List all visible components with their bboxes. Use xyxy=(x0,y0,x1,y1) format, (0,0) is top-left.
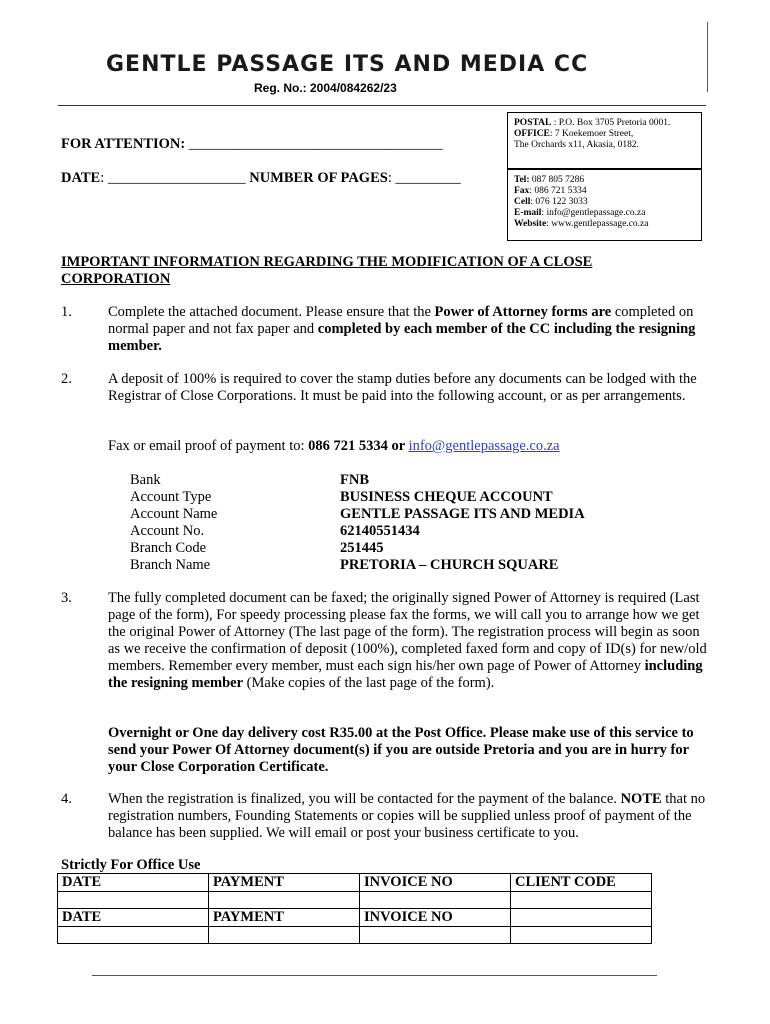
fax-proof-line xyxy=(108,438,708,455)
postal-label: POSTAL xyxy=(514,118,552,128)
important-heading: IMPORTANT INFORMATION REGARDING THE MODIFICATION OF A CLOSE CORPORATION xyxy=(61,254,593,287)
item-3-text-b: including the resigning member xyxy=(108,658,703,691)
table-cell: CLIENT CODE xyxy=(511,874,652,892)
fax-value: : 086 721 5334 xyxy=(529,186,587,196)
account-no-value: 62140551434 xyxy=(340,523,420,539)
company-name: GENTLE PASSAGE ITS AND MEDIA CC xyxy=(106,52,589,77)
item-2-number: 2. xyxy=(61,371,72,387)
email-label: E-mail xyxy=(514,208,542,218)
office-use-table xyxy=(57,873,652,944)
table-cell: PAYMENT xyxy=(209,874,360,892)
branch-name-value: PRETORIA – CHURCH SQUARE xyxy=(340,557,559,573)
overnight-note: Overnight or One day delivery cost R35.00 at the Post Office. Please make use of this service to send your Power Of Attorney document(s) if you are outside Pretoria and you are in hurry for your Close Corporation Certificate. xyxy=(108,725,694,775)
attention-line: ___________________________________ xyxy=(188,136,443,152)
website-value: : www.gentlepassage.co.za xyxy=(546,219,649,229)
account-type-label: Account Type xyxy=(130,489,212,505)
tel-label: Tel: xyxy=(514,175,530,185)
table-cell[interactable] xyxy=(58,892,209,909)
item-3-text xyxy=(108,590,708,692)
table-cell[interactable] xyxy=(360,927,511,944)
item-3-text-a: The fully completed document can be faxed; the originally signed Power of Attorney is required (Last page of the form), For speedy processing please fax the forms, we will call you to arrange how we get the original Power of Attorney (The last page of the form). The registration process will begin as soon as we receive the confirmation of deposit (100%), completed faxed form and copy of ID(s) for new/old members. Remember every member, must each sign his/her own page of Power of Attorney xyxy=(108,590,707,674)
vertical-rule xyxy=(707,22,708,92)
header-divider xyxy=(58,105,706,106)
table-cell[interactable] xyxy=(511,892,652,909)
pages-line: : _________ xyxy=(387,170,461,186)
fax-proof-number: 086 721 5334 or xyxy=(308,438,409,454)
footer-rule xyxy=(92,975,657,976)
branch-code-value: 251445 xyxy=(340,540,384,556)
item-1-text-d: completed by each member of the CC including the resigning member. xyxy=(108,321,696,354)
cell-label: Cell xyxy=(514,197,531,207)
office-value: : 7 Koekemoer Street, xyxy=(549,129,634,139)
fax-proof-text: Fax or email proof of payment to: xyxy=(108,438,309,454)
attention-field xyxy=(61,136,443,153)
email-link[interactable]: info@gentlepassage.co.za xyxy=(408,438,560,454)
item-1-text xyxy=(108,304,708,355)
branch-name-label: Branch Name xyxy=(130,557,211,573)
item-2-text: A deposit of 100% is required to cover the stamp duties before any documents can be lodged with the Registrar of Close Corporations. It must be paid into the following account, or as per arrangements. xyxy=(108,371,697,404)
table-cell[interactable] xyxy=(360,892,511,909)
tel-value: 087 805 7286 xyxy=(529,175,585,185)
account-no-label: Account No. xyxy=(130,523,205,539)
table-row xyxy=(58,874,652,892)
item-4-text-a: When the registration is finalized, you will be contacted for the payment of the balance. xyxy=(108,791,621,807)
office-label: OFFICE xyxy=(514,129,550,139)
website-label: Website xyxy=(514,219,547,229)
branch-code-label: Branch Code xyxy=(130,540,207,556)
registration-number: Reg. No.: 2004/084262/23 xyxy=(254,81,397,95)
bank-label: Bank xyxy=(130,472,161,488)
item-4-number: 4. xyxy=(61,791,72,807)
item-3-text-c: (Make copies of the last page of the form). xyxy=(243,675,495,691)
fax-label: Fax xyxy=(514,186,530,196)
contact-box xyxy=(507,169,702,241)
table-row xyxy=(58,892,652,909)
pages-label: NUMBER OF PAGES xyxy=(249,170,388,186)
table-cell: DATE xyxy=(58,874,209,892)
item-4-text-b: NOTE xyxy=(620,791,662,807)
account-name-label: Account Name xyxy=(130,506,218,522)
table-cell[interactable] xyxy=(209,927,360,944)
table-cell: PAYMENT xyxy=(209,909,360,927)
table-cell: DATE xyxy=(58,909,209,927)
postal-value: : P.O. Box 3705 Pretoria 0001. xyxy=(551,118,671,128)
account-type-value: BUSINESS CHEQUE ACCOUNT xyxy=(340,489,553,505)
date-pages-field xyxy=(61,170,461,187)
table-row xyxy=(58,927,652,944)
item-1-text-c: completed on normal paper and not fax paper and xyxy=(108,304,694,337)
table-cell[interactable] xyxy=(58,927,209,944)
item-4-text xyxy=(108,791,708,842)
attention-label: FOR ATTENTION: xyxy=(61,136,186,152)
table-row xyxy=(58,909,652,927)
item-3-number: 3. xyxy=(61,590,72,606)
date-label: DATE xyxy=(61,170,101,186)
item-1-number: 1. xyxy=(61,304,72,320)
item-1-text-a: Complete the attached document. Please ensure that the xyxy=(108,304,435,320)
table-cell[interactable] xyxy=(511,927,652,944)
cell-value: : 076 122 3033 xyxy=(530,197,588,207)
table-cell: INVOICE NO xyxy=(360,909,511,927)
item-4-text-c: that no registration numbers, Founding Statements or copies will be supplied unless proof of payment of the balance has been supplied. We will email or post your business certificate to you. xyxy=(108,791,706,841)
table-cell[interactable] xyxy=(209,892,360,909)
table-cell xyxy=(511,909,652,927)
office-value-2: The Orchards x11, Akasia, 0182. xyxy=(514,140,639,150)
postal-box xyxy=(507,112,702,169)
table-cell: INVOICE NO xyxy=(360,874,511,892)
account-name-value: GENTLE PASSAGE ITS AND MEDIA xyxy=(340,506,585,522)
office-use-title: Strictly For Office Use xyxy=(61,857,201,873)
date-line: : ___________________ xyxy=(100,170,246,186)
email-value: : info@gentlepassage.co.za xyxy=(541,208,646,218)
item-1-text-b: Power of Attorney forms are xyxy=(434,304,612,320)
bank-value: FNB xyxy=(340,472,369,488)
